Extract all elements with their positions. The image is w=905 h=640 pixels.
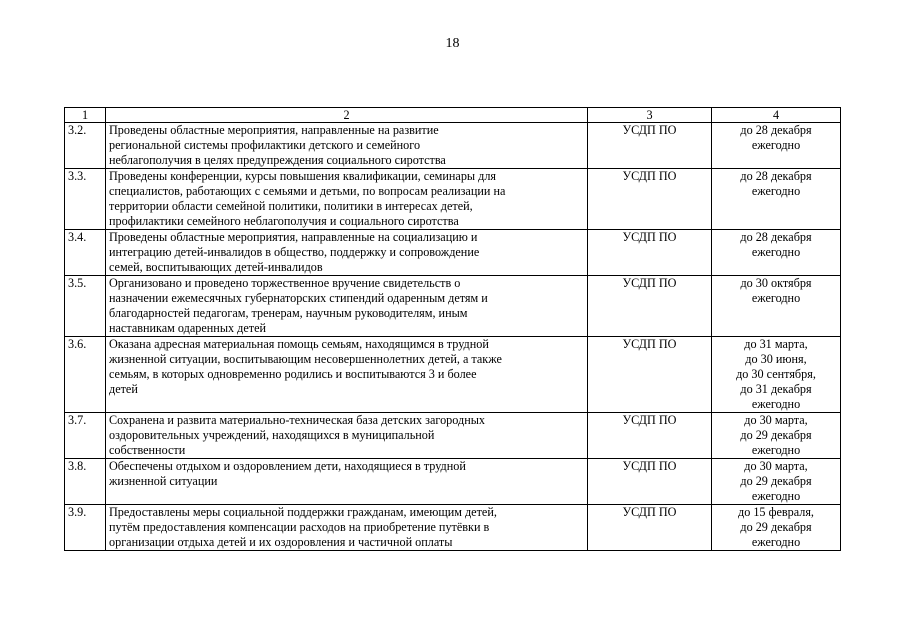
deadline-line: до 28 декабря xyxy=(740,230,812,244)
table-header-row xyxy=(65,108,841,123)
deadline-cell xyxy=(712,337,841,413)
measure-text-line: жизненной ситуации, воспитывающим несовершеннолетних детей, а также xyxy=(109,352,502,366)
row-number: 3.6. xyxy=(65,337,106,413)
deadline-line: до 30 июня, xyxy=(745,352,807,366)
measure-text-line: Обеспечены отдыхом и оздоровлением дети, находящиеся в трудной xyxy=(109,459,466,473)
deadline-line: до 29 декабря xyxy=(740,474,812,488)
deadline-line: ежегодно xyxy=(751,535,801,549)
deadline-cell xyxy=(712,413,841,459)
executor-cell: УСДП ПО xyxy=(588,276,712,337)
deadline-line: ежегодно xyxy=(751,291,801,305)
measure-text-line: назначении ежемесячных губернаторских стипендий одаренным детям и xyxy=(109,291,488,305)
table-row xyxy=(65,230,841,276)
row-number: 3.8. xyxy=(65,459,106,505)
measure-text-line: специалистов, работающих с семьями и детьми, по вопросам реализации на xyxy=(109,184,506,198)
row-number: 3.4. xyxy=(65,230,106,276)
measures-table xyxy=(64,107,841,551)
deadline-cell xyxy=(712,505,841,551)
measure-description xyxy=(106,413,588,459)
deadline-line: до 30 марта, xyxy=(744,459,808,473)
column-header-executor: 3 xyxy=(588,108,712,123)
row-number: 3.5. xyxy=(65,276,106,337)
measure-description xyxy=(106,123,588,169)
deadline-line: до 30 марта, xyxy=(744,413,808,427)
measure-text-line: семьям, в которых одновременно родились и воспитываются 3 и более xyxy=(109,367,477,381)
measure-text-line: организации отдыха детей и их оздоровления и частичной оплаты xyxy=(109,535,453,549)
deadline-cell xyxy=(712,230,841,276)
deadline-line: до 28 декабря xyxy=(740,123,812,137)
deadline-cell xyxy=(712,123,841,169)
deadline-line: ежегодно xyxy=(751,397,801,411)
measure-text-line: оздоровительных учреждений, находящихся в муниципальной xyxy=(109,428,435,442)
deadline-cell xyxy=(712,459,841,505)
deadline-line: ежегодно xyxy=(751,138,801,152)
table-row xyxy=(65,276,841,337)
measure-text-line: жизненной ситуации xyxy=(109,474,218,488)
measure-text-line: Проведены областные мероприятия, направленные на социализацию и xyxy=(109,230,478,244)
column-header-measure: 2 xyxy=(106,108,588,123)
measure-text-line: путём предоставления компенсации расходов на приобретение путёвки в xyxy=(109,520,490,534)
deadline-line: до 30 сентября, xyxy=(736,367,816,381)
measure-text-line: собственности xyxy=(109,443,186,457)
executor-cell: УСДП ПО xyxy=(588,123,712,169)
measure-text-line: территории области семейной политики, политики в интересах детей, xyxy=(109,199,473,213)
measure-text-line: Сохранена и развита материально-техническая база детских загородных xyxy=(109,413,486,427)
deadline-cell xyxy=(712,169,841,230)
measure-text-line: наставникам одаренных детей xyxy=(109,321,267,335)
executor-cell: УСДП ПО xyxy=(588,230,712,276)
measure-description xyxy=(106,459,588,505)
deadline-line: до 29 декабря xyxy=(740,520,812,534)
executor-cell: УСДП ПО xyxy=(588,505,712,551)
deadline-line: до 31 декабря xyxy=(740,382,812,396)
deadline-line: до 28 декабря xyxy=(740,169,812,183)
measure-text-line: Оказана адресная материальная помощь семьям, находящимся в трудной xyxy=(109,337,489,351)
deadline-line: до 15 февраля, xyxy=(738,505,814,519)
measure-text-line: детей xyxy=(109,382,138,396)
deadline-line: ежегодно xyxy=(751,245,801,259)
table-row xyxy=(65,413,841,459)
measure-text-line: Предоставлены меры социальной поддержки гражданам, имеющим детей, xyxy=(109,505,497,519)
measure-text-line: региональной системы профилактики детского и семейного xyxy=(109,138,421,152)
measure-text-line: профилактики семейного неблагополучия и социального сиротства xyxy=(109,214,459,228)
measure-text-line: семей, воспитывающих детей-инвалидов xyxy=(109,260,323,274)
measure-text-line: неблагополучия в целях предупреждения социального сиротства xyxy=(109,153,446,167)
deadline-line: ежегодно xyxy=(751,443,801,457)
measure-text-line: Проведены конференции, курсы повышения квалификации, семинары для xyxy=(109,169,497,183)
deadline-line: до 30 октября xyxy=(740,276,812,290)
row-number: 3.9. xyxy=(65,505,106,551)
row-number: 3.7. xyxy=(65,413,106,459)
measure-text-line: Организовано и проведено торжественное вручение свидетельств о xyxy=(109,276,461,290)
column-header-deadline: 4 xyxy=(712,108,841,123)
table-row xyxy=(65,505,841,551)
row-number: 3.3. xyxy=(65,169,106,230)
measure-description xyxy=(106,505,588,551)
deadline-cell xyxy=(712,276,841,337)
measure-description xyxy=(106,276,588,337)
table-row xyxy=(65,123,841,169)
measure-text-line: интеграцию детей-инвалидов в общество, поддержку и сопровождение xyxy=(109,245,480,259)
measure-text-line: благодарностей педагогам, тренерам, научным руководителям, иным xyxy=(109,306,468,320)
row-number: 3.2. xyxy=(65,123,106,169)
table-row xyxy=(65,459,841,505)
measure-text-line: Проведены областные мероприятия, направленные на развитие xyxy=(109,123,439,137)
executor-cell: УСДП ПО xyxy=(588,337,712,413)
deadline-line: до 29 декабря xyxy=(740,428,812,442)
table-row xyxy=(65,337,841,413)
table-row xyxy=(65,169,841,230)
column-header-number: 1 xyxy=(65,108,106,123)
executor-cell: УСДП ПО xyxy=(588,169,712,230)
measure-description xyxy=(106,230,588,276)
measure-description xyxy=(106,169,588,230)
deadline-line: ежегодно xyxy=(751,489,801,503)
executor-cell: УСДП ПО xyxy=(588,459,712,505)
measure-description xyxy=(106,337,588,413)
page-number: 18 xyxy=(445,36,460,51)
table-body xyxy=(65,123,841,551)
executor-cell: УСДП ПО xyxy=(588,413,712,459)
deadline-line: ежегодно xyxy=(751,184,801,198)
deadline-line: до 31 марта, xyxy=(744,337,808,351)
